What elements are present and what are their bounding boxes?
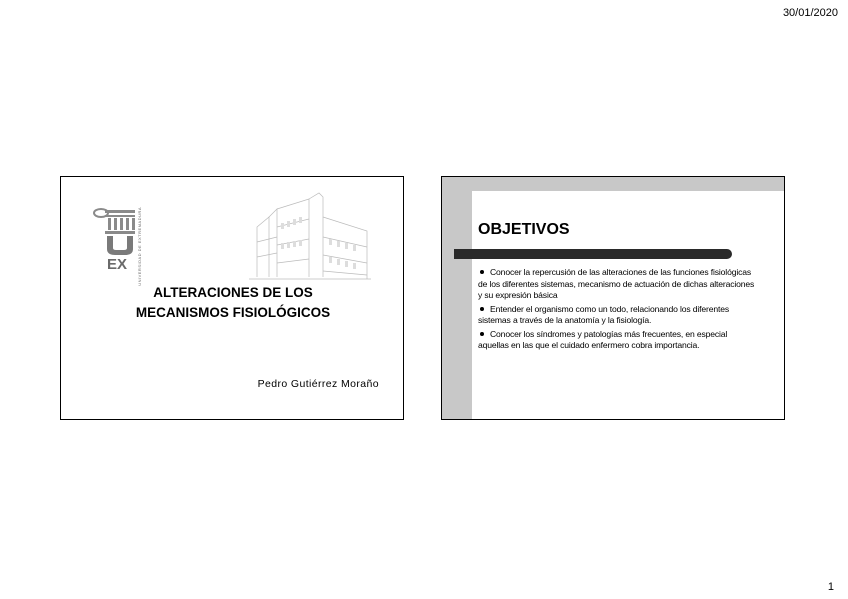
slide-frame-left	[442, 177, 472, 419]
list-item	[478, 304, 760, 327]
page-number: 1	[827, 581, 834, 593]
list-item-text: Conocer la repercusión de las alteraciones de las funciones fisiológicas de los diferentes sistemas, mecanismo de actuación de dichas alteraciones y su expresión básica	[478, 267, 755, 300]
list-item	[478, 267, 760, 302]
author-name: Pedro Gutiérrez Moraño	[257, 378, 379, 390]
slide-frame-top	[442, 177, 784, 191]
building-illustration-icon	[249, 187, 371, 287]
list-item	[478, 329, 760, 352]
title-line-2: MECANISMOS FISIOLÓGICOS	[135, 305, 331, 320]
document-date: 30/01/2020	[782, 7, 838, 19]
svg-text:EX: EX	[107, 256, 128, 271]
list-item-text: Conocer los síndromes y patologías más frecuentes, en especial aquellas en las que el cuidado enfermero cobra importancia.	[478, 328, 728, 350]
heading-underline-bar	[454, 249, 732, 259]
bullet-icon	[480, 307, 484, 311]
bullet-icon	[480, 270, 484, 274]
slide-objectives	[441, 176, 785, 420]
slide-title	[60, 176, 404, 420]
bullet-icon	[480, 332, 484, 336]
list-item-text: Entender el organismo como un todo, relacionando los diferentes sistemas a través de la anatomía y la fisiología.	[478, 303, 729, 325]
objectives-list	[478, 267, 760, 354]
slide-title-text	[91, 283, 375, 323]
objectives-heading: OBJETIVOS	[478, 221, 570, 238]
logo-caption: UNIVERSIDAD DE EXTREMADURA	[137, 207, 142, 286]
uex-logo-icon	[91, 205, 143, 271]
title-line-1: ALTERACIONES DE LOS	[153, 285, 313, 300]
